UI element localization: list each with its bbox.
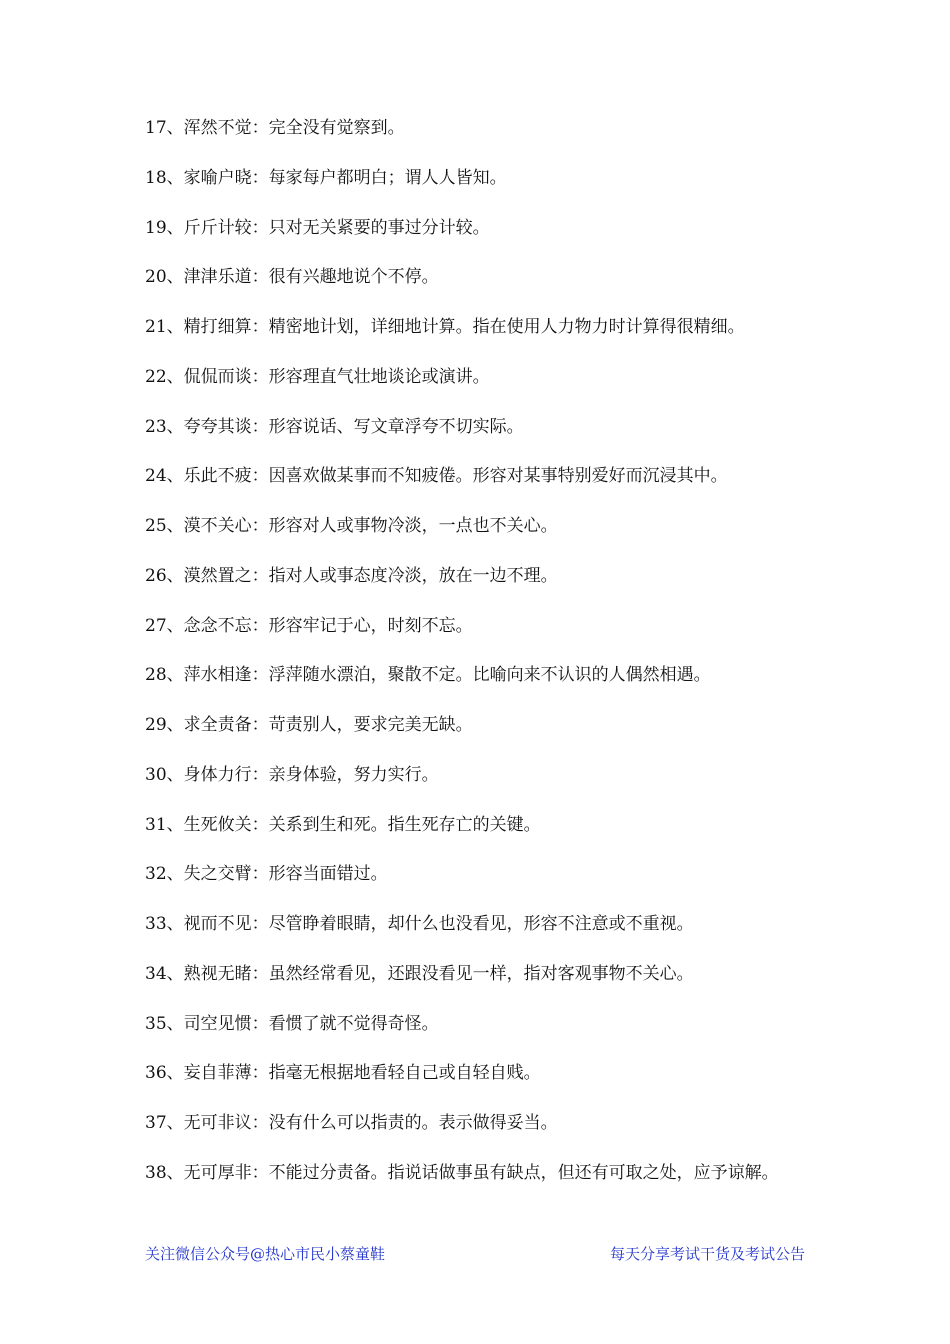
footer-wechat-note: 关注微信公众号@热心市民小蔡童鞋 xyxy=(145,1245,386,1263)
idiom-entry-29: 29、求全责备：苛责别人，要求完美无缺。 xyxy=(145,715,473,735)
idiom-entry-20: 20、津津乐道：很有兴趣地说个不停。 xyxy=(145,267,439,288)
idiom-entry-27: 27、念念不忘：形容牢记于心，时刻不忘。 xyxy=(145,615,473,636)
idiom-entry-26: 26、漠然置之：指对人或事态度冷淡，放在一边不理。 xyxy=(145,565,558,586)
idiom-entry-28: 28、萍水相逢：浮萍随水漂泊，聚散不定。比喻向来不认识的人偶然相遇。 xyxy=(145,665,711,686)
idiom-entry-30: 30、身体力行：亲身体验，努力实行。 xyxy=(145,764,439,785)
idiom-entry-24: 24、乐此不疲：因喜欢做某事而不知疲倦。形容对某事特别爱好而沉浸其中。 xyxy=(145,466,728,487)
idiom-entry-33: 33、视而不见：尽管睁着眼睛，却什么也没看见，形容不注意或不重视。 xyxy=(145,914,694,934)
idiom-entry-23: 23、夸夸其谈：形容说话、写文章浮夸不切实际。 xyxy=(145,416,524,437)
idiom-entry-37: 37、无可非议：没有什么可以指责的。表示做得妥当。 xyxy=(145,1113,558,1133)
idiom-entry-36: 36、妄自菲薄：指毫无根据地看轻自己或自轻自贱。 xyxy=(145,1063,541,1084)
idiom-entry-31: 31、生死攸关：关系到生和死。指生死存亡的关键。 xyxy=(145,814,541,835)
idiom-entry-19: 19、斤斤计较：只对无关紧要的事过分计较。 xyxy=(145,217,490,238)
idiom-entry-18: 18、家喻户晓：每家每户都明白；谓人人皆知。 xyxy=(145,167,507,188)
footer-daily-note: 每天分享考试干货及考试公告 xyxy=(609,1245,805,1263)
idiom-entry-34: 34、熟视无睹：虽然经常看见，还跟没看见一样，指对客观事物不关心。 xyxy=(145,963,694,984)
idiom-entry-32: 32、失之交臂：形容当面错过。 xyxy=(145,864,388,885)
idiom-entry-35: 35、司空见惯：看惯了就不觉得奇怪。 xyxy=(145,1013,439,1034)
idiom-entry-38: 38、无可厚非：不能过分责备。指说话做事虽有缺点，但还有可取之处，应予谅解。 xyxy=(145,1162,779,1183)
idiom-entry-17: 17、浑然不觉：完全没有觉察到。 xyxy=(145,118,405,138)
idiom-list xyxy=(145,116,815,1211)
idiom-entry-21: 21、精打细算：精密地计划，详细地计算。指在使用人力物力时计算得很精细。 xyxy=(145,317,745,337)
idiom-entry-22: 22、侃侃而谈：形容理直气壮地谈论或演讲。 xyxy=(145,366,490,387)
idiom-entry-25: 25、漠不关心：形容对人或事物冷淡，一点也不关心。 xyxy=(145,516,558,536)
page-footer xyxy=(145,1242,805,1266)
